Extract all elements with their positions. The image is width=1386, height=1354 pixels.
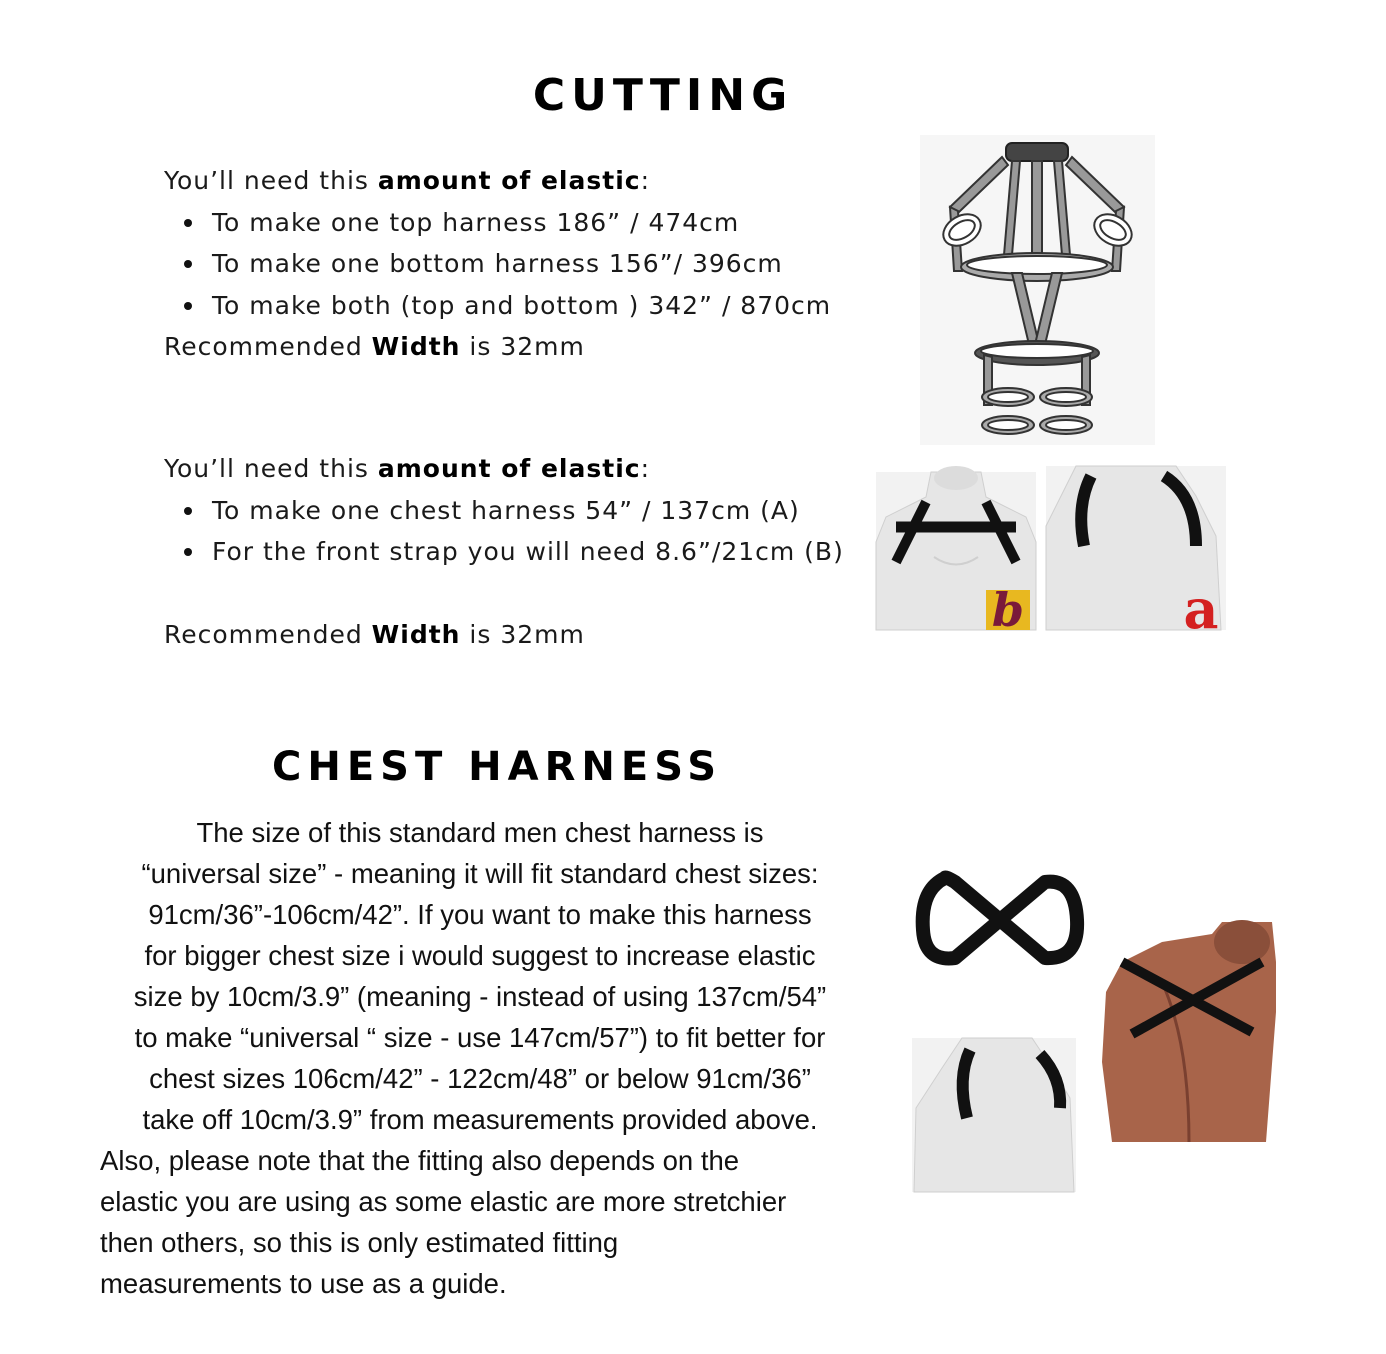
paragraph-line: then others, so this is only estimated fitting [100,1227,619,1258]
label-a: a [1183,577,1219,641]
elastic-amount-block-full [164,160,884,368]
list-item: To make one bottom harness 156”/ 396cm [212,243,884,285]
back-harness-photo [1102,922,1276,1142]
mannequin-harness-photo [912,1038,1076,1192]
elastic-intro: You’ll need this amount of elastic: [164,166,651,195]
paragraph-line: Also, please note that the fitting also depends on the [100,1145,740,1176]
list-item: To make both (top and bottom ) 342” / 870cm [212,285,884,327]
section-title-chest-harness: CHEST HARNESS [272,744,723,790]
paragraph-line: size by 10cm/3.9” (meaning - instead of using 137cm/54” [133,981,827,1012]
elastic-list [164,202,884,327]
list-item: To make one chest harness 54” / 137cm (A) [212,490,884,532]
paragraph-line: 91cm/36”-106cm/42”. If you want to make this harness [148,899,812,930]
chest-harness-description [100,812,860,1304]
list-item: For the front strap you will need 8.6”/21cm (B) [212,531,884,573]
label-b: b [991,583,1025,637]
paragraph-line: to make “universal “ size - use 147cm/57”) to fit better for [134,1022,826,1053]
paragraph-line: elastic you are using as some elastic are more stretchier [100,1186,787,1217]
mannequin-front-photo [876,472,1036,637]
elastic-amount-block-chest [164,448,884,655]
recommended-width: Recommended Width is 32mm [164,619,585,649]
full-harness-illustration [920,135,1155,445]
recommended-width: Recommended Width is 32mm [164,332,585,361]
paragraph-line: for bigger chest size i would suggest to increase elastic [144,940,816,971]
paragraph-line: The size of this standard men chest harness is [196,817,764,848]
mannequin-side-photo [1046,466,1226,641]
paragraph-line: chest sizes 106cm/42” - 122cm/48” or below 91cm/36” [149,1063,811,1094]
elastic-list [164,490,884,573]
list-item: To make one top harness 186” / 474cm [212,202,884,244]
paragraph-line: take off 10cm/3.9” from measurements provided above. [142,1104,818,1135]
x-harness-product-photo [915,870,1085,970]
section-title-cutting: CUTTING [532,70,794,121]
paragraph-line: measurements to use as a guide. [100,1268,507,1299]
paragraph-line: “universal size” - meaning it will fit standard chest sizes: [141,858,819,889]
elastic-intro: You’ll need this amount of elastic: [164,454,651,483]
